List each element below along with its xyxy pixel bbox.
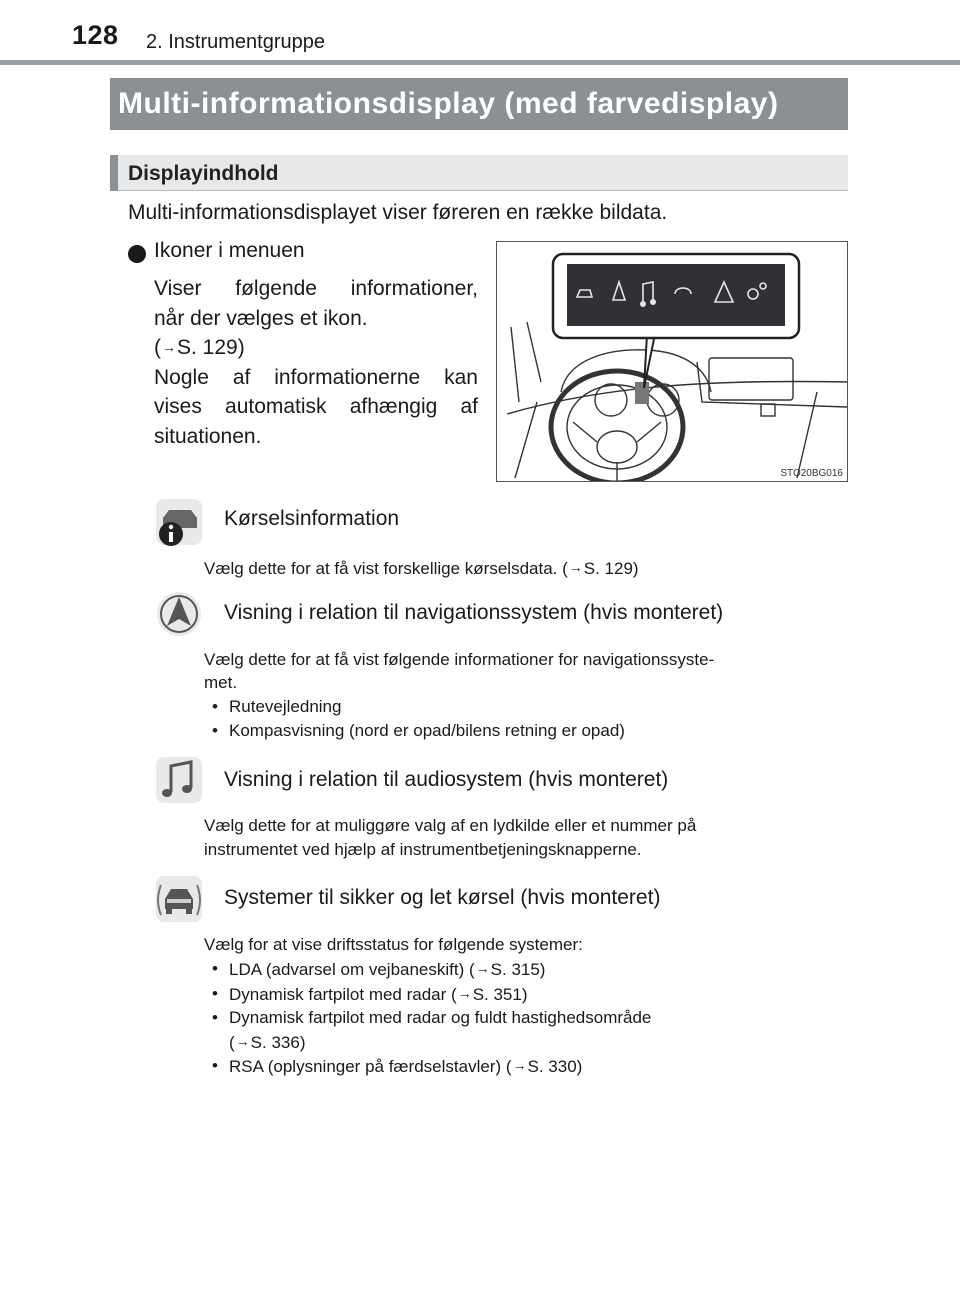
ref-arrow-icon: →: [512, 1057, 527, 1073]
menu-screen: [567, 264, 785, 326]
car-info-icon: [153, 496, 205, 548]
list-item: • Rutevejledning: [212, 695, 625, 719]
subsection-header: [110, 155, 848, 191]
item-desc: [204, 556, 840, 581]
ref-arrow-icon: →: [162, 339, 176, 355]
desc-text: Vælg dette for at få vist forskellige kørselsdata. (: [204, 559, 568, 578]
list-item: • Kompasvisning (nord er opad/bilens retning er opad): [212, 719, 625, 743]
list-text: LDA (advarsel om vejbaneskift) (: [229, 960, 475, 979]
intro-text: Multi-informationsdisplayet viser føreren en række bildata.: [128, 201, 668, 224]
item-desc-cont: met.: [204, 673, 238, 692]
page-ref-link[interactable]: S. 129): [177, 336, 245, 359]
item-desc-cont: instrumentet ved hjælp af instrumentbetjeningsknapperne.: [204, 840, 642, 859]
list-item: [212, 1006, 651, 1030]
list-item: [212, 982, 651, 1007]
ref-arrow-icon: →: [475, 960, 490, 976]
item-list: [212, 695, 625, 742]
list-text: Dynamisk fartpilot med radar (: [229, 984, 457, 1004]
subsection-accent: [110, 155, 118, 191]
music-note-icon: [153, 754, 205, 806]
page-number: 128: [72, 20, 119, 50]
section-title: Multi-informationsdisplay (med farvedisplay): [110, 78, 848, 130]
list-item: [212, 957, 651, 982]
item-desc: Vælg dette for at få vist følgende informationer for navigationssyste-: [204, 650, 715, 669]
list-item-cont: [212, 1030, 651, 1055]
bullet-line: vises automatisk afhængig af: [154, 395, 478, 418]
page-ref-link[interactable]: S. 129): [583, 559, 639, 578]
page-ref-link[interactable]: S. 351): [472, 984, 528, 1004]
item-title: Systemer til sikker og let kørsel (hvis monteret): [224, 886, 661, 909]
page-ref-link[interactable]: S. 336): [250, 1032, 306, 1052]
list-text: (: [229, 1032, 235, 1052]
bullet-body: [154, 274, 478, 451]
bullet-dot: [128, 245, 146, 263]
figure-code: STO20BG016: [780, 468, 843, 479]
bullet-line: situationen.: [154, 424, 262, 448]
dashboard-drawing: [497, 242, 847, 481]
navigation-icon: [153, 588, 205, 640]
item-desc: Vælg for at vise driftsstatus for følgende systemer:: [204, 935, 583, 954]
page-ref-link[interactable]: S. 330): [527, 1057, 583, 1076]
driving-assist-icon: [153, 873, 205, 925]
ref-arrow-icon: →: [235, 1032, 250, 1049]
ref-paren: (: [154, 336, 161, 359]
bullet-title: Ikoner i menuen: [154, 239, 305, 262]
ref-arrow-icon: →: [457, 984, 472, 1001]
bullet-line: Viser følgende informationer,: [154, 277, 478, 300]
chapter-title: 2. Instrumentgruppe: [146, 31, 325, 53]
dashboard-illustration: [496, 241, 848, 482]
center-display: [635, 382, 649, 404]
bullet-line: når der vælges et ikon.: [154, 306, 368, 330]
subsection-title: Displayindhold: [128, 162, 279, 185]
list-text: RSA (oplysninger på færdselstavler) (: [229, 1057, 512, 1076]
item-title: Visning i relation til audiosystem (hvis monteret): [224, 768, 669, 791]
list-text: Dynamisk fartpilot med radar og fuldt hastighedsområde: [229, 1008, 652, 1027]
list-item: [212, 1054, 651, 1079]
item-list: [212, 957, 651, 1079]
ref-arrow-icon: →: [568, 559, 583, 575]
item-title: Visning i relation til navigationssystem (hvis monteret): [224, 601, 724, 624]
item-desc: Vælg dette for at muliggøre valg af en lydkilde eller et nummer på: [204, 816, 697, 835]
header-divider: [0, 60, 960, 65]
bullet-ref-line: [154, 333, 478, 363]
bullet-line: Nogle af informationerne kan: [154, 365, 478, 389]
page-ref-link[interactable]: S. 315): [490, 960, 546, 979]
item-title: Kørselsinformation: [224, 507, 400, 530]
